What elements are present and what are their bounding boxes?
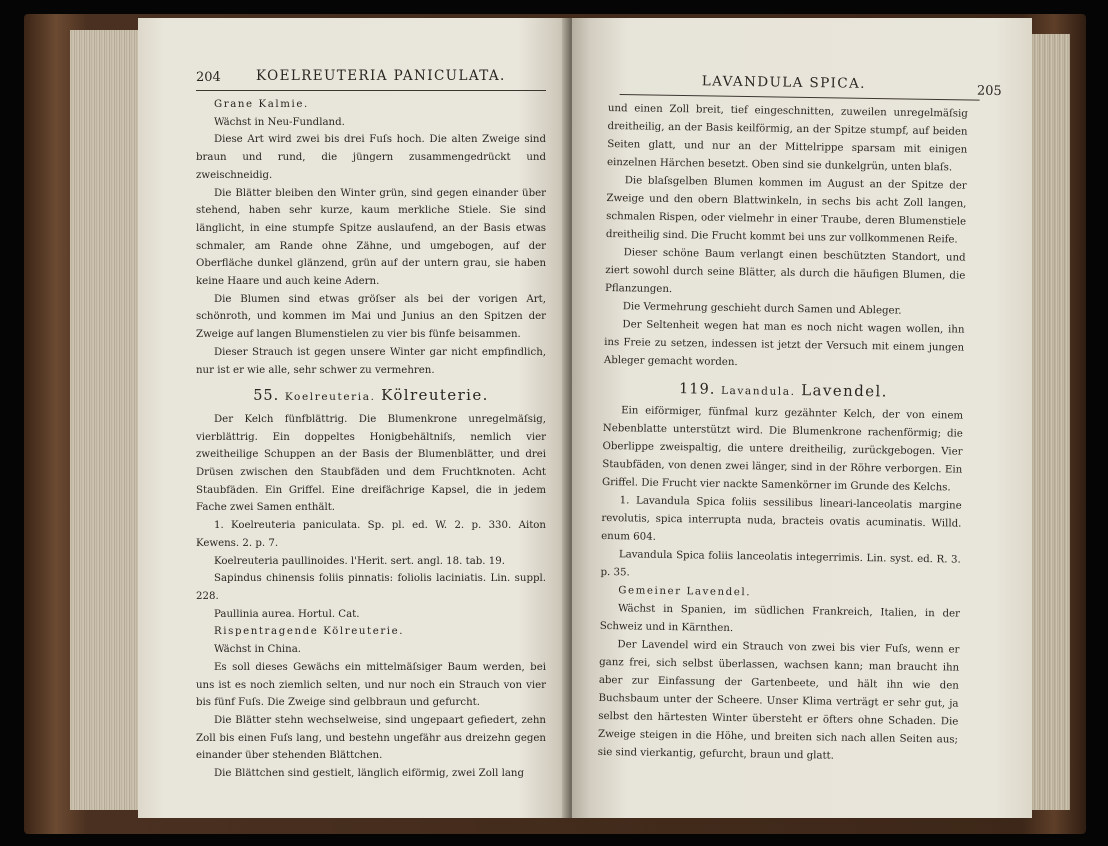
- left-paragraph: Sapindus chinensis foliis pinnatis: foliolis laciniatis. Lin. suppl. 228.: [196, 573, 546, 602]
- left-paragraph: Grane Kalmie.: [214, 99, 309, 110]
- left-page: [138, 18, 570, 818]
- left-paragraph: Die Blättchen sind gestielt, länglich eiförmig, zwei Zoll lang: [214, 768, 524, 780]
- left-page-number: 204: [196, 70, 221, 85]
- left-running-header: [196, 68, 546, 91]
- left-paragraph: 1. Koelreuteria paniculata. Sp. pl. ed. W. 2. p. 330. Aiton Kewens. 2. p. 7.: [196, 520, 546, 549]
- right-paragraph: Der Lavendel wird ein Strauch von zwei bis vier Fuſs, wenn er ganz frei, sich selbst überlassen, wachsen kann; man braucht ihn aber zur Einfassung der Gartenbeete, und hält ihn wie den Buchsbaum unter der Scheere. Unser Klima verträgt er sehr gut, ja selbst den härtesten Winter übersteht er öfters ohne Schaden. Die Zweige steigen in die Höhe, und breiten sich nach allen Seiten aus; sie sind vierkantig, gefurcht, braun und glatt.: [597, 639, 960, 762]
- left-paragraph: Wächst in Neu-Fundland.: [214, 116, 345, 128]
- right-section-german: Lavendel.: [801, 381, 888, 401]
- right-paragraph: Die Vermehrung geschieht durch Samen und Ableger.: [622, 301, 902, 317]
- right-page-number: 205: [976, 83, 1002, 99]
- left-section-heading: [196, 387, 546, 407]
- right-paragraph: Gemeiner Lavendel.: [618, 585, 752, 599]
- right-page: [572, 18, 1032, 818]
- right-text-block-1: [604, 100, 968, 376]
- left-paragraph: Die Blumen sind etwas gröſser als bei der vorigen Art, schönroth, und kommen im Mai und Junius an den Spitzen der Zweige auf langen Blumenstielen zu vier bis fünfe beisammen.: [196, 293, 546, 341]
- right-paragraph: Der Seltenheit wegen hat man es noch nicht wagen wollen, ihn ins Freie zu setzen, indessen ist jetzt der Versuch mit einem jungen Ableger gemacht worden.: [603, 319, 965, 369]
- right-text-block-2: [598, 402, 964, 768]
- right-running-title: LAVANDULA SPICA.: [701, 73, 867, 92]
- left-paragraph: Es soll dieses Gewächs ein mittelmäſsiger Baum werden, bei uns ist es noch ziemlich selten, und nur noch ein Strauch von vier bis fünf Fuſs. Die Zweige sind gelbbraun und gefurcht.: [196, 661, 546, 709]
- right-section-number: 119.: [678, 381, 716, 398]
- left-section-german: Kölreuterie.: [381, 386, 489, 405]
- left-paragraph: Die Blätter stehn wechselweise, sind ungepaart gefiedert, zehn Zoll bis einen Fuſs lang, und bestehn ungefähr aus dreizehn gegen einander über stehenden Blättchen.: [196, 714, 546, 762]
- right-paragraph: Die blaſsgelben Blumen kommen im August an der Spitze der Zweige und den obern Blattwinkeln, in sechs bis acht Zoll langen, schmalen Rispen, oder vielmehr in einer Traube, deren Blumenstiele dreitheilig sind. Die Frucht kommt bei uns zur vollkommenen Reife.: [605, 175, 967, 246]
- right-running-header: [620, 72, 1002, 101]
- left-paragraph: Paullinia aurea. Hortul. Cat.: [214, 608, 360, 620]
- left-text-block-1: [196, 96, 546, 379]
- left-paragraph: Koelreuteria paullinoides. l'Herit. sert. angl. 18. tab. 19.: [214, 555, 505, 567]
- left-section-number: 55.: [253, 388, 280, 405]
- left-paragraph: Der Kelch fünfblättrig. Die Blumenkrone unregelmäſsig, vierblättrig. Ein doppeltes Honigbehältniſs, nemlich vier zweitheilige Schuppen an der Basis der Blumenblätter, und drei Drüsen zwischen den Staubfäden und dem Fruchtknoten. Acht Staubfäden. Ein Griffel. Eine dreifächrige Kapsel, die in jedem Fache zwei Samen enthält.: [196, 413, 546, 514]
- left-paragraph: Diese Art wird zwei bis drei Fuſs hoch. Die alten Zweige sind braun und rund, die jüngern zusammengedrückt und zweischneidig.: [196, 134, 546, 181]
- left-body: [196, 96, 546, 783]
- left-section-latin: Koelreuteria.: [284, 391, 376, 404]
- right-paragraph: Lavandula Spica foliis lanceolatis integerrimis. Lin. syst. ed. R. 3. p. 35.: [600, 549, 961, 579]
- right-paragraph: Wächst in Spanien, im südlichen Frankreich, Italien, in der Schweiz und in Kärnthen.: [599, 603, 961, 635]
- right-paragraph: und einen Zoll breit, tief eingeschnitten, zuweilen unregelmäſsig dreitheilig, an der Basis keilförmig, an der Spitze stumpf, auf beiden Seiten glatt, und nur an der Mittelrippe sparsam mit einigen einzelnen Härchen besetzt. Oben sind sie dunkelgrün, unten blaſs.: [606, 102, 968, 174]
- left-running-title: KOELREUTERIA PANICULATA.: [256, 68, 506, 84]
- left-paragraph: Dieser Strauch ist gegen unsere Winter gar nicht empfindlich, nur ist er wie alle, sehr schwer zu vermehren.: [196, 346, 546, 376]
- right-body: [598, 100, 968, 768]
- left-paragraph: Rispentragende Kölreuterie.: [214, 626, 405, 638]
- right-section-heading: [603, 378, 963, 404]
- right-paragraph: Dieser schöne Baum verlangt einen beschützten Standort, und ziert sowohl durch seine Blätter, als durch die häufigen Blumen, die Pflanzungen.: [604, 247, 966, 296]
- right-paragraph: 1. Lavandula Spica foliis sessilibus lineari-lanceolatis margine revolutis, spica interrupta nuda, bracteis ovatis acuminatis. Willd. enum 604.: [601, 495, 962, 543]
- left-paragraph: Wächst in China.: [214, 644, 302, 656]
- left-text-block-2: [196, 411, 546, 783]
- right-section-latin: Lavandula.: [720, 384, 796, 398]
- right-paragraph: Ein eiförmiger, fünfmal kurz gezähnter Kelch, der von einem Nebenblatte unterstützt wird. Die Blumenkrone rachenförmig; die Oberlippe zweispaltig, die untere dreitheilig, zurückgebogen. Vier Staubfäden, von denen zwei länger, sind in der Röhre verborgen. Ein Griffel. Die Frucht vier nackte Samenkörner im Grunde des Kelchs.: [601, 405, 964, 494]
- left-paragraph: Die Blätter bleiben den Winter grün, sind gegen einander über stehend, haben sehr kurze, kaum merkliche Stiele. Sie sind länglicht, in eine stumpfe Spitze auslaufend, an der Basis etwas schmaler, am Rande ohne Zähne, und umgebogen, auf der Oberfläche dunkel glänzend, grün auf der untern grau, sie haben keine Haare und auch keine Adern.: [196, 187, 546, 288]
